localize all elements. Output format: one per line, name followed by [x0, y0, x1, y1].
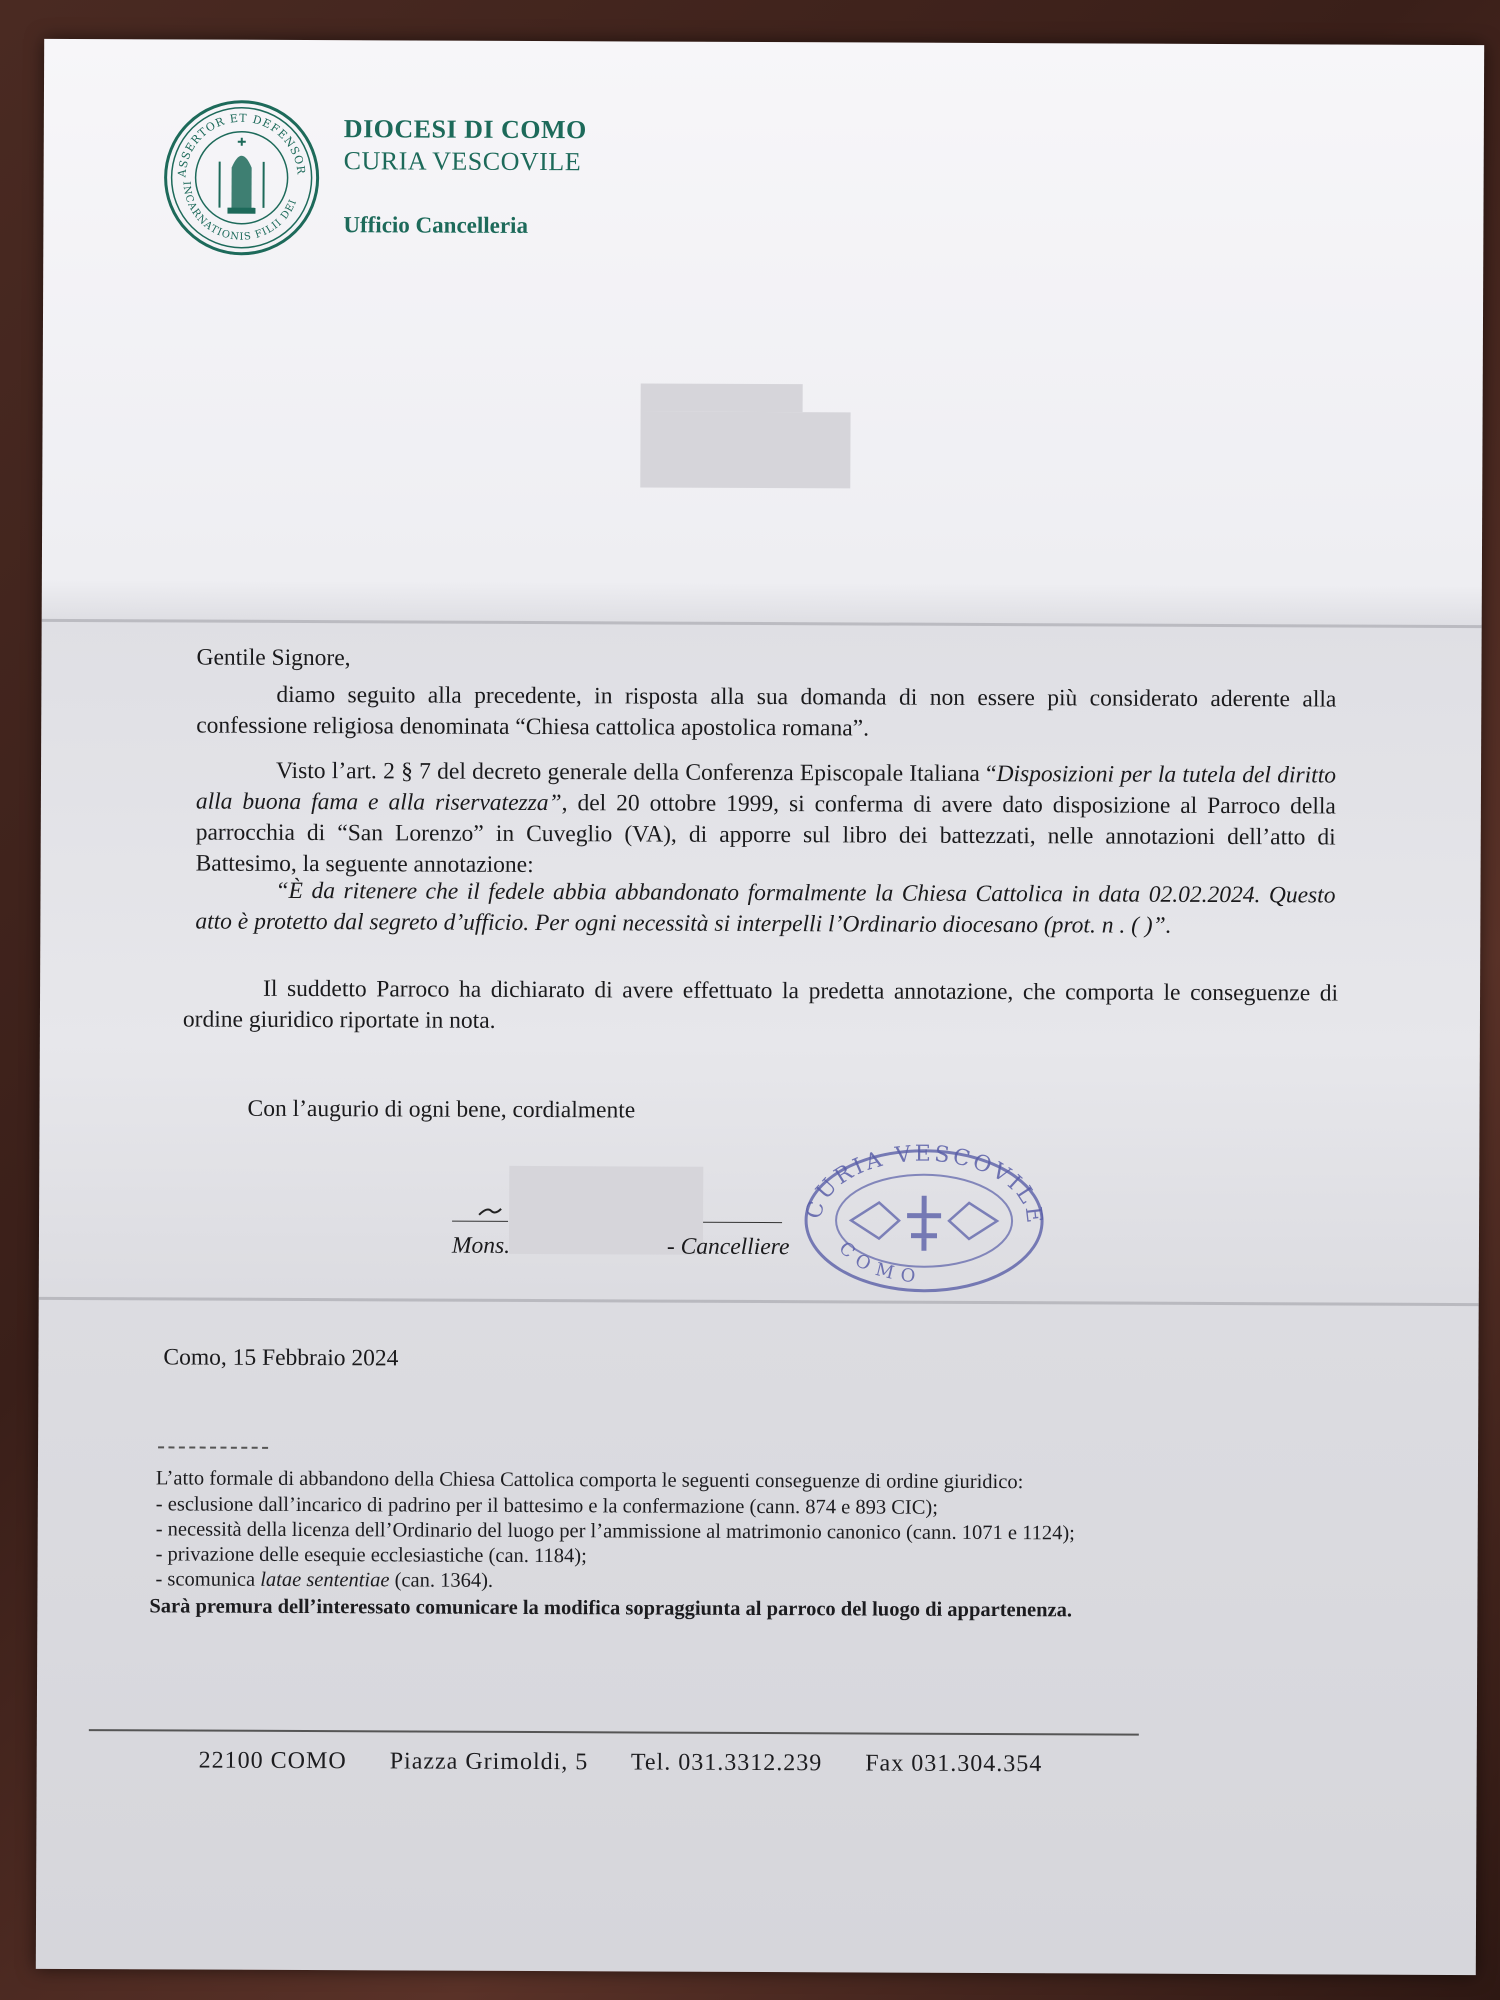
- paper-fold-lower: [39, 1297, 1479, 1306]
- footnote-item4-latin: latae sententiae: [260, 1568, 390, 1592]
- footer-fax: Fax 031.304.354: [865, 1750, 1043, 1778]
- decree-text-c: , del 20 ottobre 1999, si conferma di avere dato disposizione al Parroco della parrocchia di “San Lorenzo” in Cuveglio (VA), di apporre sul libro dei battezzati, nelle annotazioni dell’atto di Battesimo, la seguente annotazione:: [195, 790, 1336, 879]
- decree-title: Disposizioni per la tutela del diritto alla buona fama e alla riservatezza”: [195, 761, 1337, 817]
- footer-address: Piazza Grimoldi, 5: [389, 1748, 589, 1776]
- footer-phone: Tel. 031.3312.239: [630, 1749, 823, 1777]
- footnote-notice: Sarà premura dell’interessato comunicare la modifica sopraggiunta al parroco del luogo di appartenenza.: [149, 1595, 1073, 1622]
- redacted-recipient-line: [641, 383, 803, 412]
- seal-legend-bottom: INCARNATIONIS FILII DEI: [180, 181, 300, 243]
- footnote-item4-suffix: (can. 1364).: [389, 1569, 494, 1592]
- diocese-seal-icon: [161, 97, 322, 258]
- signature-line-left: [452, 1221, 508, 1222]
- letter-date: Como, 15 Febbraio 2024: [163, 1344, 399, 1372]
- svg-text:COMO: [834, 1238, 924, 1288]
- footnote-item-excommunication: [155, 1568, 493, 1592]
- stamp-legend-bottom: COMO: [834, 1237, 925, 1288]
- footer-rule: [89, 1729, 1139, 1736]
- footnote-item: - esclusione dall’incarico di padrino per il battesimo e la confermazione (cann. 874 e 893 CIC);: [155, 1493, 939, 1519]
- redacted-recipient-address: [640, 411, 850, 488]
- paragraph-request: [196, 680, 1336, 747]
- annotation-text: “È da ritenere che il fedele abbia abbandonato formalmente la Chiesa Cattolica in data 02.02.2024. Questo atto è protetto dal segreto d’ufficio. Per ogni necessità si interpelli l’Ordinario diocesano (prot. n . ( )”.: [195, 877, 1336, 939]
- letter-page: [36, 39, 1484, 1975]
- curia-name: CURIA VESCOVILE: [343, 146, 582, 177]
- closing: Con l’augurio di ogni bene, cordialmente: [247, 1095, 636, 1124]
- salutation: Gentile Signore,: [196, 644, 351, 672]
- stamp-legend-top: CURIA VESCOVILE: [801, 1141, 1047, 1228]
- footnote-intro: L’atto formale di abbandono della Chiesa Cattolica comporta le seguenti conseguenze di ordine giuridico:: [155, 1467, 1024, 1494]
- paragraph-annotation: [195, 876, 1335, 943]
- footnote-item: - necessità della licenza dell’Ordinario del luogo per l’ammissione al matrimonio canonico (cann. 1071 e 1124);: [155, 1518, 1075, 1545]
- footnote-item4-prefix: - scomunica: [155, 1568, 261, 1591]
- curia-stamp-icon: [799, 1140, 1050, 1296]
- office-name: Ufficio Cancelleria: [343, 212, 529, 238]
- paragraph-decree: [196, 756, 1337, 885]
- paragraph-confirmation: [183, 973, 1338, 1040]
- footnote-item: - privazione delle esequie ecclesiastiche (can. 1184);: [155, 1543, 587, 1568]
- signature-scribble-icon: [477, 1203, 505, 1219]
- footnote-separator: [158, 1446, 268, 1448]
- paper-fold-upper: [42, 619, 1482, 628]
- seal-legend-top: ASSERTOR ET DEFENSOR: [175, 111, 308, 178]
- paragraph-request-text: diamo seguito alla precedente, in risposta alla sua domanda di non essere più considerato aderente alla confessione religiosa denominata “Chiesa cattolica apostolica romana”.: [196, 681, 1337, 742]
- confirmation-text: Il suddetto Parroco ha dichiarato di avere effettuato la predetta annotazione, che comporta le conseguenze di ordine giuridico riportate in nota.: [182, 975, 1339, 1034]
- signature-prefix: Mons.: [451, 1232, 511, 1259]
- footer-contact: [199, 1748, 1079, 1779]
- diocese-name: DIOCESI DI COMO: [343, 114, 587, 145]
- signature-title: - Cancelliere: [666, 1233, 790, 1261]
- footer-cap-city: 22100 COMO: [198, 1747, 347, 1775]
- decree-text-a: Visto l’art. 2 § 7 del decreto generale della Conferenza Episcopale Italiana “: [275, 757, 997, 788]
